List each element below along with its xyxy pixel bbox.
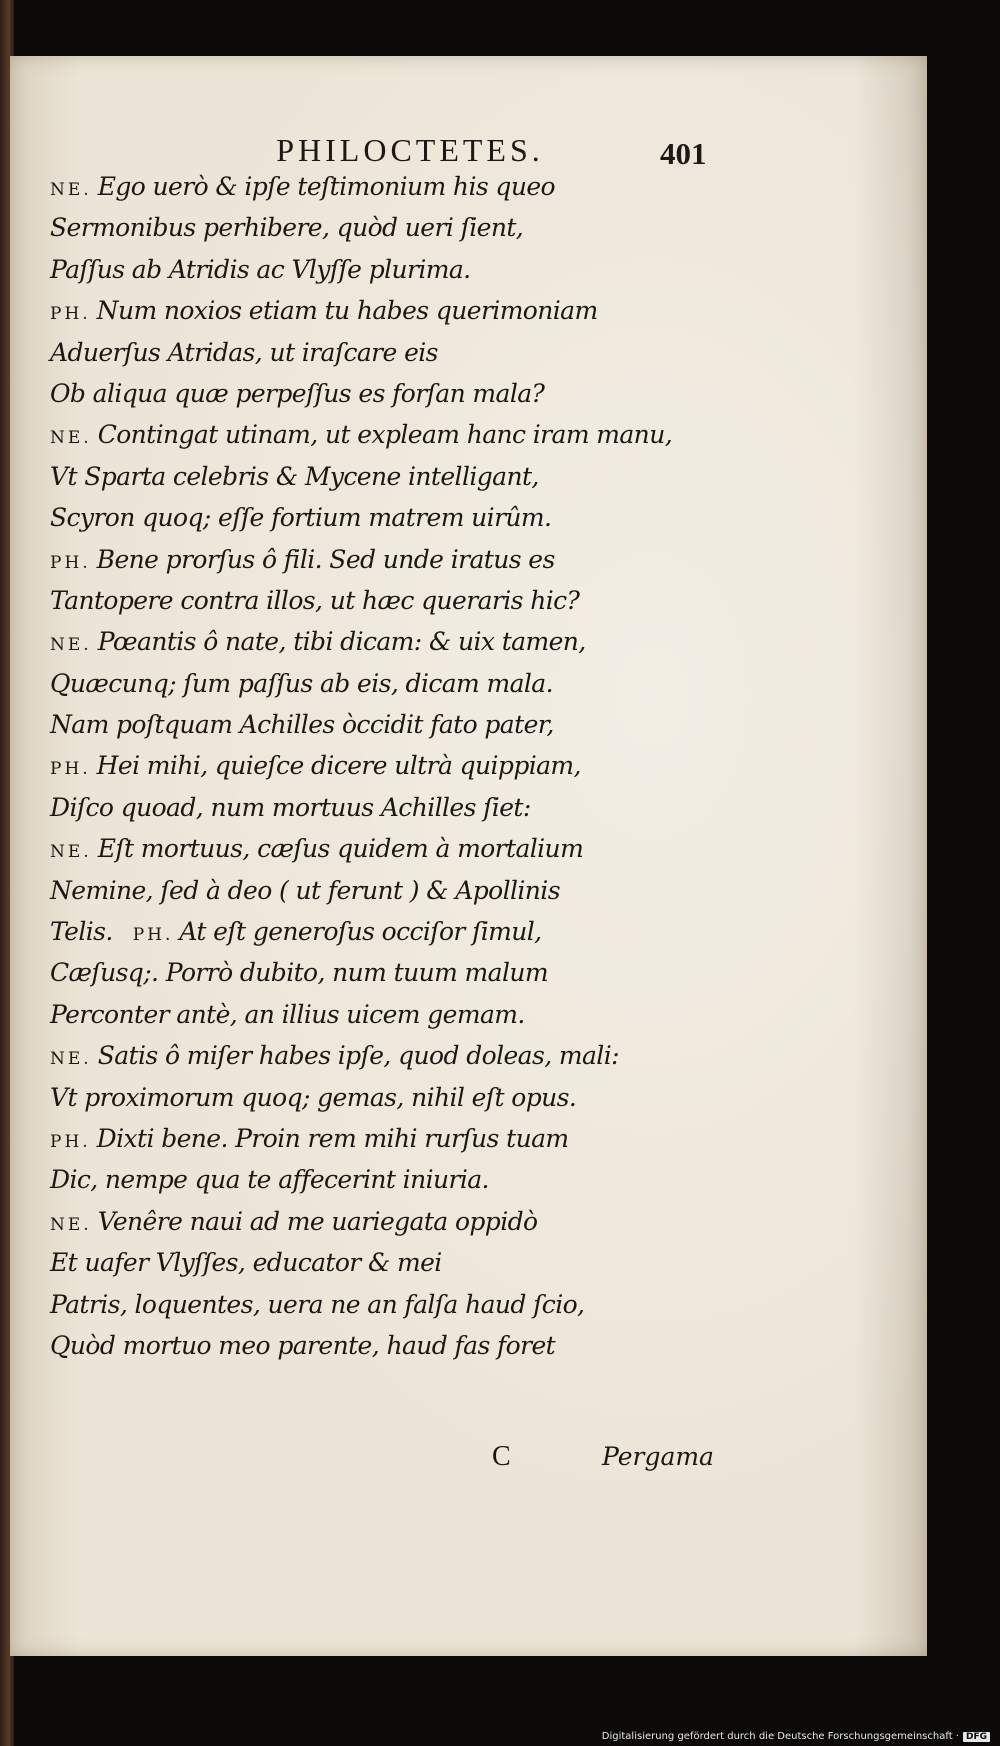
- verse-line: [50, 994, 750, 1035]
- verse-line: [50, 1035, 750, 1076]
- speaker-label: NE.: [50, 428, 92, 449]
- verse-text: Nemine, ſed à deo ( ut ferunt ) & Apollinis: [50, 875, 560, 905]
- footer-credit: Digitalisierung gefördert durch die Deutsche Forschungsgemeinschaft ·: [601, 1731, 959, 1742]
- verse-line: [50, 249, 750, 290]
- running-head: PHILOCTETES.: [276, 132, 544, 168]
- verse-text: Satis ô miſer habes ipſe, quod doleas, mali:: [97, 1041, 619, 1071]
- speaker-label: NE.: [50, 842, 92, 863]
- verse-line: [50, 621, 750, 662]
- verse-line: [50, 704, 750, 745]
- verse-line: [50, 1325, 750, 1366]
- speaker-label: PH.: [50, 552, 91, 573]
- catchword: Pergama: [602, 1442, 714, 1471]
- verse-line: [50, 1242, 750, 1283]
- verse-line: [50, 952, 750, 993]
- verse-line: [50, 828, 750, 869]
- verse-text: Tantopere contra illos, ut hæc queraris hic?: [50, 585, 580, 615]
- verse-line: [50, 787, 750, 828]
- verse-line: [50, 1201, 750, 1242]
- verse-line: [50, 663, 750, 704]
- speaker-label: NE.: [50, 1214, 92, 1235]
- digitization-footer: [602, 1731, 990, 1742]
- verse-line: [50, 207, 750, 248]
- verse-text: Dic, nempe qua te affecerint iniuria.: [50, 1165, 489, 1195]
- verse-text: Et uafer Vlyſſes, educator & mei: [50, 1248, 442, 1278]
- verse-line: [50, 745, 750, 786]
- verse-line: [50, 332, 750, 373]
- verse-line: [50, 414, 750, 455]
- verse-text: At eſt generoſus occiſor ſimul,: [179, 917, 542, 947]
- verse-text: Cæſusq;. Porrò dubito, num tuum malum: [50, 958, 548, 988]
- verse-text: Scyron quoq; eſſe fortium matrem uirûm.: [50, 503, 552, 533]
- verse-line: [50, 1284, 750, 1325]
- verse-text: Quòd mortuo meo parente, haud fas foret: [50, 1330, 556, 1360]
- verse-text: Eſt mortuus, cæſus quidem à mortalium: [97, 834, 584, 864]
- verse-text: Ob aliqua quæ perpeſſus es forſan mala?: [50, 378, 545, 408]
- verse-text: Telis.: [50, 917, 113, 947]
- dfg-logo-icon: DFG: [963, 1732, 990, 1742]
- verse-text: Vt proximorum quoq; gemas, nihil eſt opus.: [50, 1082, 577, 1112]
- verse-text: Patris, loquentes, uera ne an falſa haud ſcio,: [50, 1289, 585, 1319]
- verse-line: [50, 539, 750, 580]
- verse-line: [50, 580, 750, 621]
- verse-text: Sermonibus perhibere, quòd ueri ſient,: [50, 213, 524, 243]
- verse-line: [50, 373, 750, 414]
- verse-text: Ego uerò & ipſe teſtimonium his queo: [97, 172, 555, 201]
- verse-text: Venêre naui ad me uariegata oppidò: [97, 1206, 538, 1236]
- verse-line: [50, 911, 750, 952]
- verse-text: Contingat utinam, ut expleam hanc iram manu,: [97, 420, 673, 450]
- verse-text: Bene prorſus ô fili. Sed unde iratus es: [96, 544, 555, 574]
- speaker-label: PH.: [50, 1131, 91, 1152]
- verse-text: Aduerſus Atridas, ut iraſcare eis: [50, 337, 438, 367]
- speaker-label: NE.: [50, 180, 92, 200]
- verse-text: Pœantis ô nate, tibi dicam: & uix tamen,: [97, 627, 586, 657]
- verse-text: Quæcunq; ſum paſſus ab eis, dicam mala.: [50, 668, 553, 698]
- verse-text: Diſco quoad, num mortuus Achilles ſiet:: [50, 792, 531, 822]
- verse-text: Hei mihi, quieſce dicere ultrà quippiam,: [96, 751, 581, 781]
- verse-text: Paſſus ab Atridis ac Vlyſſe plurima.: [50, 254, 471, 284]
- speaker-label: PH.: [50, 304, 91, 325]
- verse-line: [50, 1118, 750, 1159]
- speaker-label: PH.: [132, 925, 174, 946]
- verse-text-block: [50, 166, 750, 1366]
- book-page: [10, 56, 927, 1656]
- speaker-label: NE.: [50, 635, 92, 656]
- verse-line: [50, 497, 750, 538]
- verse-line: [50, 166, 750, 207]
- speaker-label: NE.: [50, 1049, 92, 1070]
- verse-text: Dixti bene. Proin rem mihi rurſus tuam: [96, 1123, 569, 1153]
- verse-line: [50, 1159, 750, 1200]
- speaker-label: PH.: [50, 759, 91, 780]
- verse-line: [50, 456, 750, 497]
- verse-text: Vt Sparta celebris & Mycene intelligant,: [50, 461, 539, 491]
- verse-line: [50, 290, 750, 331]
- signature-mark: C: [492, 1441, 511, 1472]
- verse-line: [50, 1077, 750, 1118]
- page-number: 401: [660, 136, 707, 171]
- verse-text: Num noxios etiam tu habes querimoniam: [96, 296, 598, 326]
- verse-text: Perconter antè, an illius uicem gemam.: [50, 999, 525, 1029]
- verse-text: Nam poſtquam Achilles òccidit fato pater,: [50, 710, 554, 740]
- verse-line: [50, 870, 750, 911]
